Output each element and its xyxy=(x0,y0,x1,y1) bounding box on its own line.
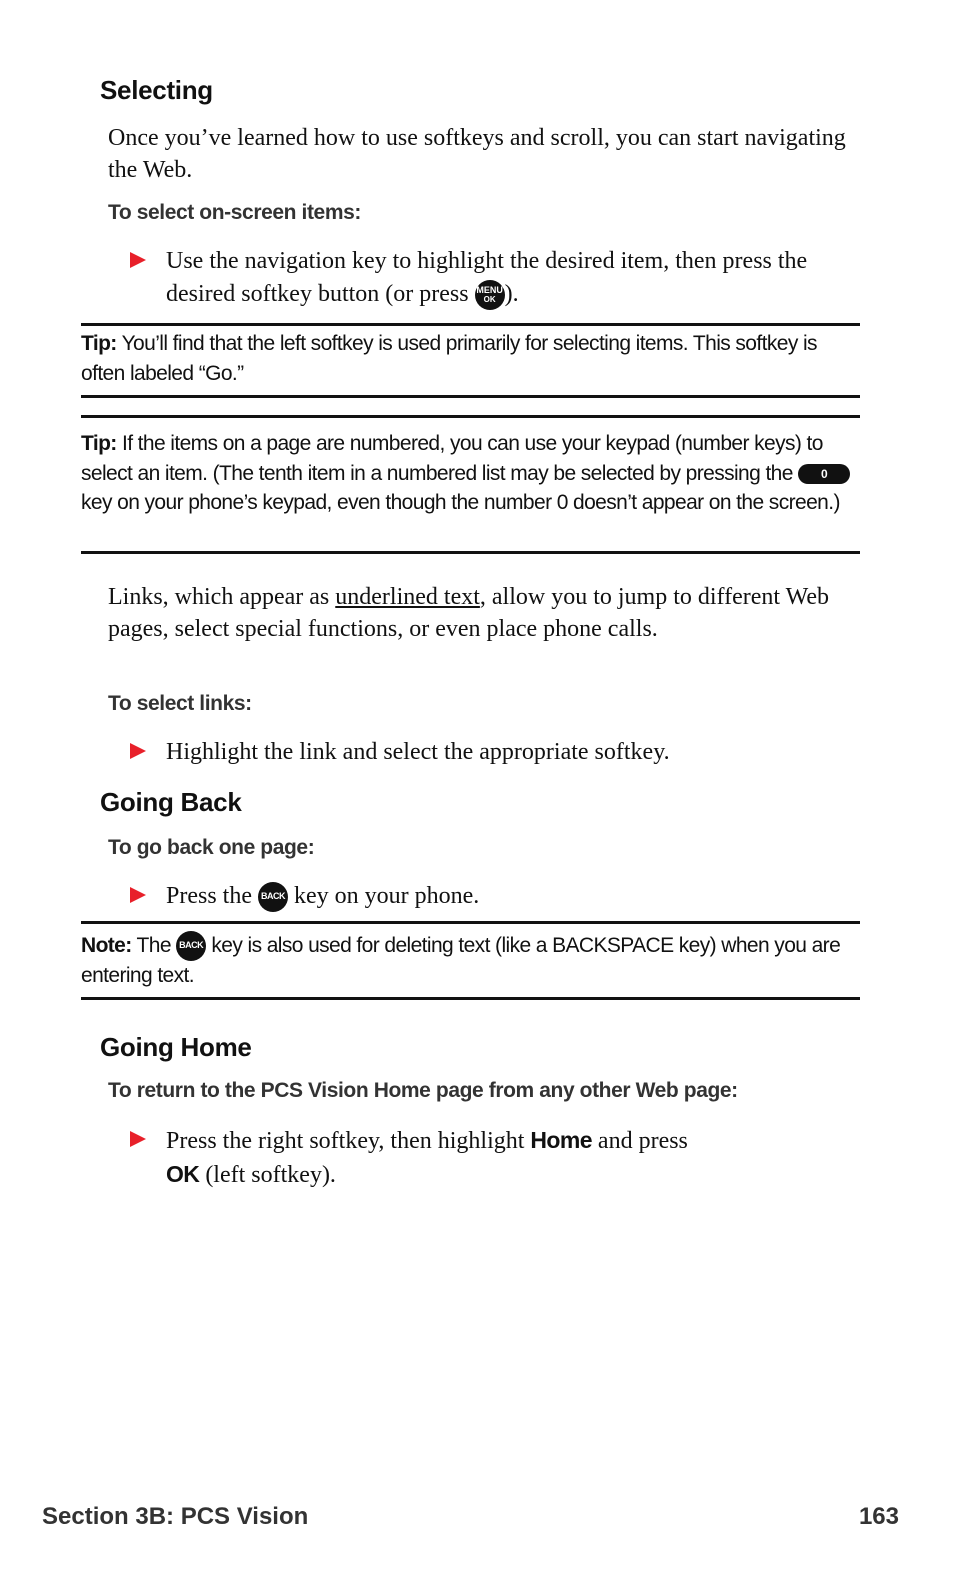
divider-rule xyxy=(81,997,860,1000)
tip-numbered-items: Tip: If the items on a page are numbered, you can use your keypad (number keys) to select an item. (The tenth item in a numbered list may be selected by pressing the 0 key on your phone’s keypad, even though the number 0 doesn’t appear on the screen.) xyxy=(81,429,861,518)
section-heading-selecting: Selecting xyxy=(100,75,213,105)
bullet-arrow-icon xyxy=(130,252,146,268)
bullet-select-links: Highlight the link and select the appropriate softkey. xyxy=(130,736,850,769)
bullet-go-back: Press the BACK key on your phone. xyxy=(130,880,850,913)
divider-rule xyxy=(81,921,860,924)
zero-key-icon: 0 xyxy=(798,464,850,484)
subheading-select-items: To select on-screen items: xyxy=(108,201,361,224)
ok-label: OK xyxy=(166,1161,200,1187)
divider-rule xyxy=(81,415,860,418)
divider-rule xyxy=(81,395,860,398)
bullet-arrow-icon xyxy=(130,887,146,903)
section-heading-going-home: Going Home xyxy=(100,1032,252,1062)
bullet-select-items: Use the navigation key to highlight the desired item, then press the desired softkey button (or press MENU OK ). xyxy=(130,245,850,311)
subheading-go-back: To go back one page: xyxy=(108,836,315,859)
home-label: Home xyxy=(530,1127,592,1153)
bullet-go-home: Press the right softkey, then highlight Home and press OK (left softkey). xyxy=(130,1124,850,1192)
note-back-key: Note: The BACK key is also used for deleting text (like a BACKSPACE key) when you are entering text. xyxy=(81,931,861,991)
links-paragraph: Links, which appear as underlined text, allow you to jump to different Web pages, select special functions, or even place phone calls. xyxy=(108,584,830,642)
divider-rule xyxy=(81,551,860,554)
back-key-icon: BACK xyxy=(176,931,206,961)
subheading-return-home: To return to the PCS Vision Home page from any other Web page: xyxy=(108,1079,738,1102)
selecting-intro: Once you’ve learned how to use softkeys and scroll, you can start navigating the Web. xyxy=(108,125,846,183)
divider-rule xyxy=(81,323,860,326)
footer-section-label: Section 3B: PCS Vision xyxy=(42,1503,309,1530)
section-heading-going-back: Going Back xyxy=(100,787,242,817)
bullet-arrow-icon xyxy=(130,1131,146,1147)
subheading-select-links: To select links: xyxy=(108,692,252,715)
back-key-icon: BACK xyxy=(258,882,288,912)
footer-page-number: 163 xyxy=(858,1503,899,1530)
menu-ok-key-icon: MENU OK xyxy=(475,280,505,310)
tip-left-softkey: Tip: You’ll find that the left softkey is used primarily for selecting items. This softkey is often labeled “Go.” xyxy=(81,332,817,385)
bullet-arrow-icon xyxy=(130,743,146,759)
underlined-text-example: underlined text xyxy=(335,584,480,610)
